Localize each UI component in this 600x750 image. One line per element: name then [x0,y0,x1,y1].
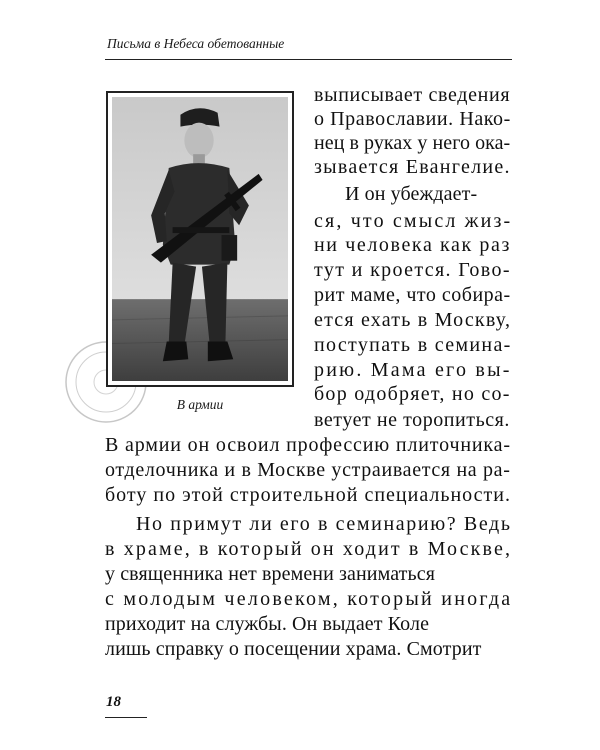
photo-frame [106,91,294,387]
text-line: выписывает сведения [314,84,511,106]
text-line: бор одобряет, но со- [314,383,511,405]
text-line: в храме, в который он ходит в Москве, [105,538,513,560]
text-line: поступать в семина- [314,334,512,356]
photo-caption: В армии [176,397,224,412]
text-line: И он убеждает- [345,183,478,205]
text-line: боту по этой строительной специальности. [105,484,511,506]
text-line: лишь справку о посещении храма. Смотрит [105,638,482,660]
text-line: Но примут ли его в семинарию? Ведь [136,513,512,535]
text-line: зывается Евангелие. [314,156,511,178]
text-line: у священника нет времени заниматься [105,563,436,585]
header-rule [105,59,512,60]
text-line: о Православии. Нако- [314,108,511,130]
running-title: Письма в Небеса обетованные [107,36,285,51]
text-line: с молодым человеком, который иногда [105,588,513,610]
text-line: отделочника и в Москве устраивается на ра- [105,459,511,481]
text-line: тут и кроется. Гово- [314,259,511,281]
footer-rule [105,717,147,718]
text-line: ветует не торопиться. [314,409,510,431]
soldier-photo-icon [112,97,288,381]
text-line: приходит на службы. Он выдает Коле [105,613,430,635]
text-line: ни человека как раз [314,234,512,256]
text-line: ется ехать в Москву, [314,309,512,331]
text-line: рию. Мама его вы- [314,359,512,381]
text-line: В армии он освоил профессию плиточника- [105,434,511,456]
text-line: ся, что смысл жиз- [314,210,513,232]
text-line: рит маме, что собира- [314,284,511,306]
text-line: нец в руках у него ока- [314,132,511,154]
page-number: 18 [106,694,121,710]
